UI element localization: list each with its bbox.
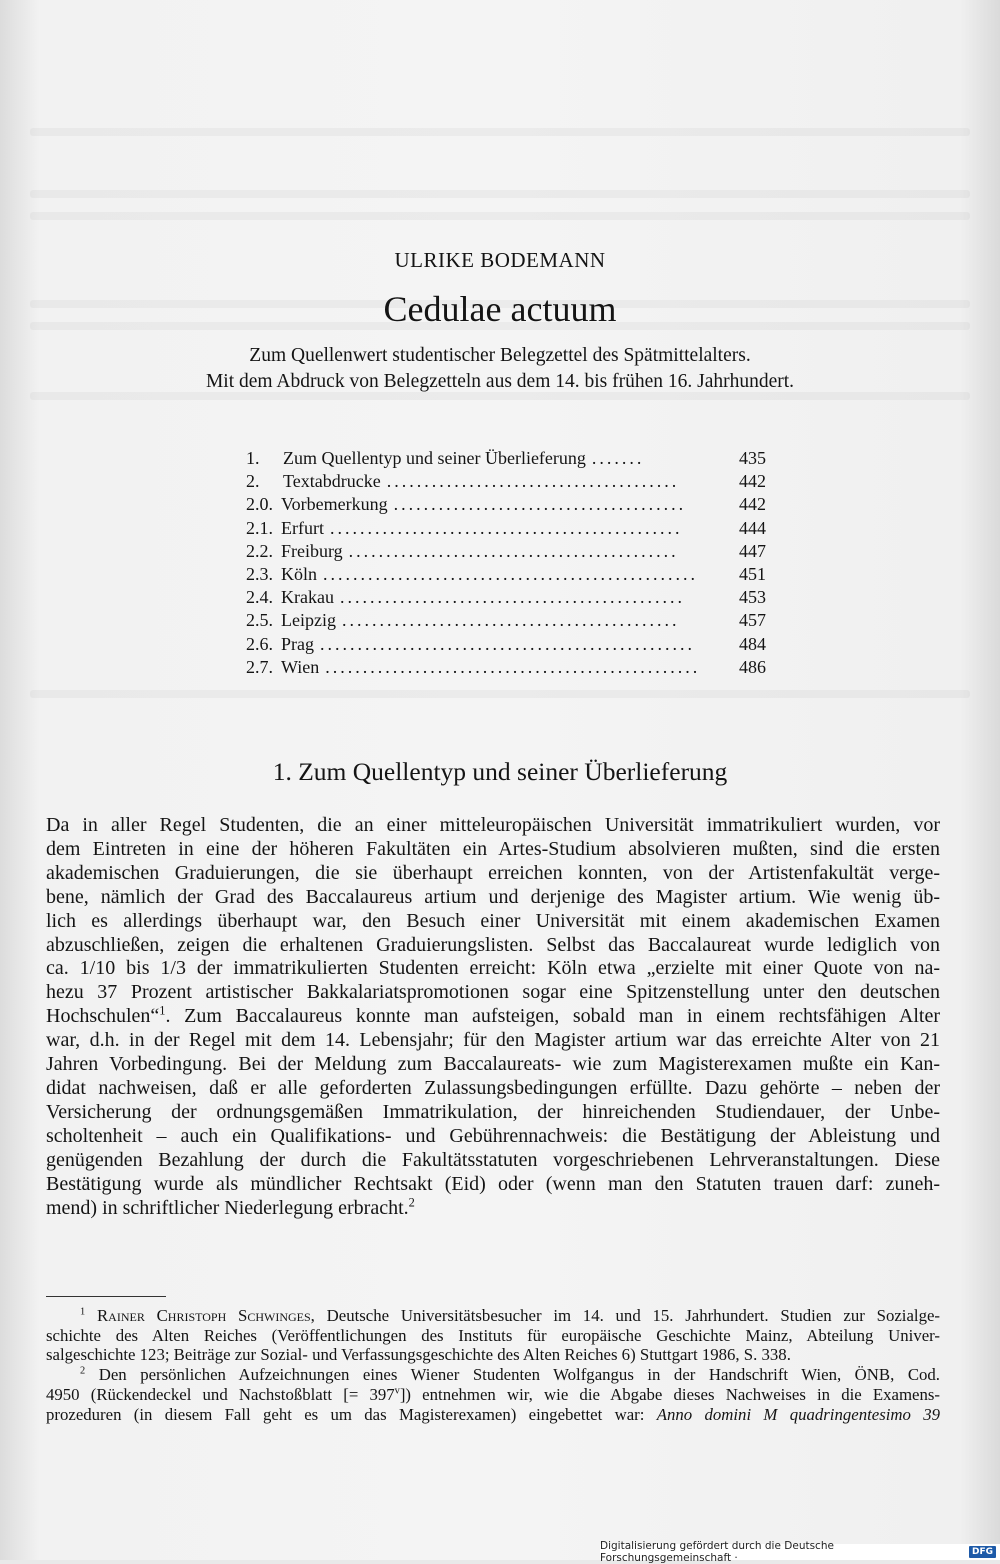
article-subtitle-line-1: Zum Quellenwert studentischer Belegzettel des Spätmittelalters.: [249, 345, 751, 366]
toc-entry[interactable]: [246, 470, 766, 493]
footnote-reference[interactable]: 1: [159, 1005, 166, 1018]
toc-label: Leipzig: [281, 610, 336, 631]
toc-page: 453: [739, 587, 766, 608]
toc-number: 2.7.: [246, 656, 273, 677]
toc-label: Vorbemerkung: [281, 494, 388, 515]
toc-page: 484: [739, 633, 766, 654]
toc-page: 457: [739, 610, 766, 631]
toc-page: 444: [739, 517, 766, 538]
toc-number: 2.: [246, 471, 260, 492]
footnote-2: [46, 1365, 940, 1385]
toc-entry[interactable]: [246, 493, 766, 516]
bleed-through-line: [30, 690, 970, 698]
toc-leader: ............................................: [348, 540, 679, 561]
toc-entry[interactable]: [246, 656, 766, 679]
footnote-mark: 1: [80, 1306, 86, 1318]
toc-label: Freiburg: [281, 540, 343, 561]
article-title: Cedulae actuum: [383, 289, 617, 329]
toc-number: 2.6.: [246, 633, 273, 654]
toc-page: 442: [739, 471, 766, 492]
article-subtitle-line-2: Mit dem Abdruck von Belegzetteln aus dem 14. bis frühen 16. Jahrhundert.: [205, 371, 795, 392]
toc-number: 2.2.: [246, 540, 273, 561]
toc-entry[interactable]: [246, 586, 766, 609]
footnote-line: [46, 1405, 940, 1425]
toc-leader: ...............................................: [329, 517, 683, 538]
footnote-1: [46, 1306, 940, 1326]
digitization-footer: [600, 1540, 1000, 1564]
paragraph-line: [46, 1197, 940, 1221]
footnote-line: salgeschichte 123; Beiträge zur Sozial- und Verfassungsgeschichte des Alten Reiches 6) Stuttgart 1986, S. 338.: [46, 1345, 791, 1365]
latin-quotation: Anno domini M quadringentesimo 39: [656, 1404, 940, 1424]
paragraph-line: lich es allerdings überhaupt war, den Besuch einer Universität mit einem akademischen Examen: [46, 909, 940, 932]
section-heading: 1. Zum Quellentyp und seiner Überlieferung: [272, 757, 728, 786]
article-author: ULRIKE BODEMANN: [394, 248, 606, 272]
footnote-text: prozeduren (in diesem Fall geht es um das Magisterexamen) eingebettet war:: [46, 1404, 657, 1424]
paragraph-line: genügenden Bezahlung der durch die Fakultätsstatuten vorgeschriebenen Lehrveranstaltungen. Diese: [46, 1148, 940, 1171]
paragraph-line: ca. 1/10 bis 1/3 der immatrikulierten Studenten erreicht: Köln etwa „erzielte mit einer Quote von na-: [46, 957, 940, 980]
footnote-reference[interactable]: 2: [408, 1196, 415, 1209]
bleed-through-line: [30, 190, 970, 198]
paragraph-line: scholtenheit – auch ein Qualifikations- und Gebührennachweis: die Bestätigung der Ableistung und: [46, 1124, 940, 1147]
toc-number: 2.4.: [246, 587, 273, 608]
toc-page: 486: [739, 656, 766, 677]
toc-entry[interactable]: [246, 633, 766, 656]
body-paragraph: [46, 814, 940, 1220]
bleed-through-line: [30, 128, 970, 136]
toc-leader: .......................................: [393, 494, 687, 515]
paragraph-line: bene, nämlich der Grad des Baccalaureus artium und derjenige des Magister artium. Wie wenig üb-: [46, 885, 940, 908]
toc-label: Zum Quellentyp und seiner Überlieferung: [283, 448, 586, 468]
toc-entry[interactable]: [246, 609, 766, 632]
toc-number: 2.3.: [246, 563, 273, 584]
toc-leader: .......: [591, 448, 645, 468]
paragraph-line: [46, 1005, 940, 1029]
paragraph-line: Versicherung der ordnungsgemäßen Immatrikulation, der hinreichenden Studiendauer, der Unbe-: [46, 1100, 940, 1123]
paragraph-line: war, d.h. in der Regel mit dem 14. Lebensjahr; für den Magister artium war das erreichte Alter von 21: [46, 1029, 940, 1052]
toc-entry[interactable]: [246, 447, 766, 470]
footnote-line: [46, 1385, 940, 1405]
toc-number: 1.: [246, 448, 260, 468]
toc-label: Krakau: [281, 587, 334, 608]
folio-verso-mark: v: [394, 1385, 400, 1397]
dfg-logo[interactable]: DFG: [969, 1546, 996, 1558]
toc-leader: ..................................................: [325, 656, 701, 677]
toc-leader: .......................................: [386, 471, 680, 492]
toc-page: 447: [739, 540, 766, 561]
footnote-text: Den persönlichen Aufzeichnungen eines Wiener Studenten Wolfgangus in der Handschrift Wien, ÖNB, Cod.: [98, 1365, 940, 1385]
toc-label: Textabdrucke: [283, 471, 381, 492]
toc-entry[interactable]: [246, 563, 766, 586]
footnote-author: Rainer Christoph Schwinges: [96, 1306, 311, 1325]
toc-number: 2.0.: [246, 494, 273, 515]
footnote-separator: [46, 1296, 166, 1297]
footnote-text: , Deutsche Universitätsbesucher im 14. und 15. Jahrhundert. Studien zur Sozialge-: [310, 1306, 940, 1325]
paragraph-line: dem Eintreten in eine der höheren Fakultäten ein Artes-Studium absolvieren mußten, sind die ersten: [46, 837, 940, 860]
funding-notice: Digitalisierung gefördert durch die Deutsche Forschungsgemeinschaft ·: [600, 1540, 834, 1564]
bleed-through-line: [30, 212, 970, 220]
bleed-through-line: [30, 392, 970, 400]
paragraph-line: abzuschließen, zeigen die erhaltenen Graduierungslisten. Selbst das Baccalaureat wurde lediglich von: [46, 933, 940, 956]
paragraph-line: Da in aller Regel Studenten, die an einer mitteleuropäischen Universität immatrikuliert wurden, vor: [46, 814, 940, 836]
paragraph-text: . Zum Baccalaureus konnte man aufsteigen, sobald man in einem rechtsfähigen Alter: [165, 1005, 940, 1028]
toc-entry[interactable]: [246, 540, 766, 563]
toc-number: 2.1.: [246, 517, 273, 538]
toc-page: 442: [739, 494, 766, 515]
footnote-line: schichte des Alten Reiches (Veröffentlichungen des Instituts für europäische Geschichte Mainz, Abteilung Univer-: [46, 1325, 940, 1345]
toc-leader: .............................................: [341, 610, 680, 631]
toc-label: Erfurt: [281, 517, 324, 538]
toc-leader: ..................................................: [320, 633, 695, 654]
toc-label: Köln: [281, 563, 317, 584]
paragraph-text: mend) in schriftlicher Niederlegung erbracht.: [46, 1196, 409, 1219]
paragraph-line: hezu 37 Prozent artistischer Bakkalariatspromotionen sogar eine Spitzenstellung unter den deutschen: [46, 981, 940, 1004]
paragraph-line: didat nachweisen, daß er alle geforderten Zulassungsbedingungen erfüllte. Dazu gehörte – neben der: [46, 1076, 940, 1099]
paragraph-line: akademischen Graduierungen, die sie überhaupt erreichen konnten, von der Artistenfakultät verge-: [46, 861, 940, 884]
toc-entry[interactable]: [246, 517, 766, 540]
toc-leader: ..................................................: [323, 563, 698, 584]
toc-page: 435: [739, 448, 766, 468]
footnote-mark: 2: [80, 1365, 86, 1377]
toc-number: 2.5.: [246, 610, 273, 631]
footnotes: [46, 1306, 940, 1424]
table-of-contents: [246, 447, 766, 679]
footnote-text: ]) entnehmen wir, wie die Abgabe dieses Nachweises in die Examens-: [399, 1384, 940, 1404]
paragraph-text: Hochschulen“: [46, 1005, 160, 1028]
paragraph-line: Jahren Vorbedingung. Bei der Meldung zum Baccalaureats- wie zum Magisterexamen mußte ein Kan-: [46, 1053, 940, 1076]
toc-label: Wien: [281, 656, 320, 677]
footnote-text: 4950 (Rückendeckel und Nachstoßblatt [= 397: [46, 1384, 395, 1404]
toc-page: 451: [739, 563, 766, 584]
paragraph-line: Bestätigung wurde als mündlicher Rechtsakt (Eid) oder (wenn man den Statuten trauen darf: zuneh-: [46, 1172, 940, 1195]
toc-label: Prag: [281, 633, 314, 654]
toc-leader: ..............................................: [339, 587, 685, 608]
